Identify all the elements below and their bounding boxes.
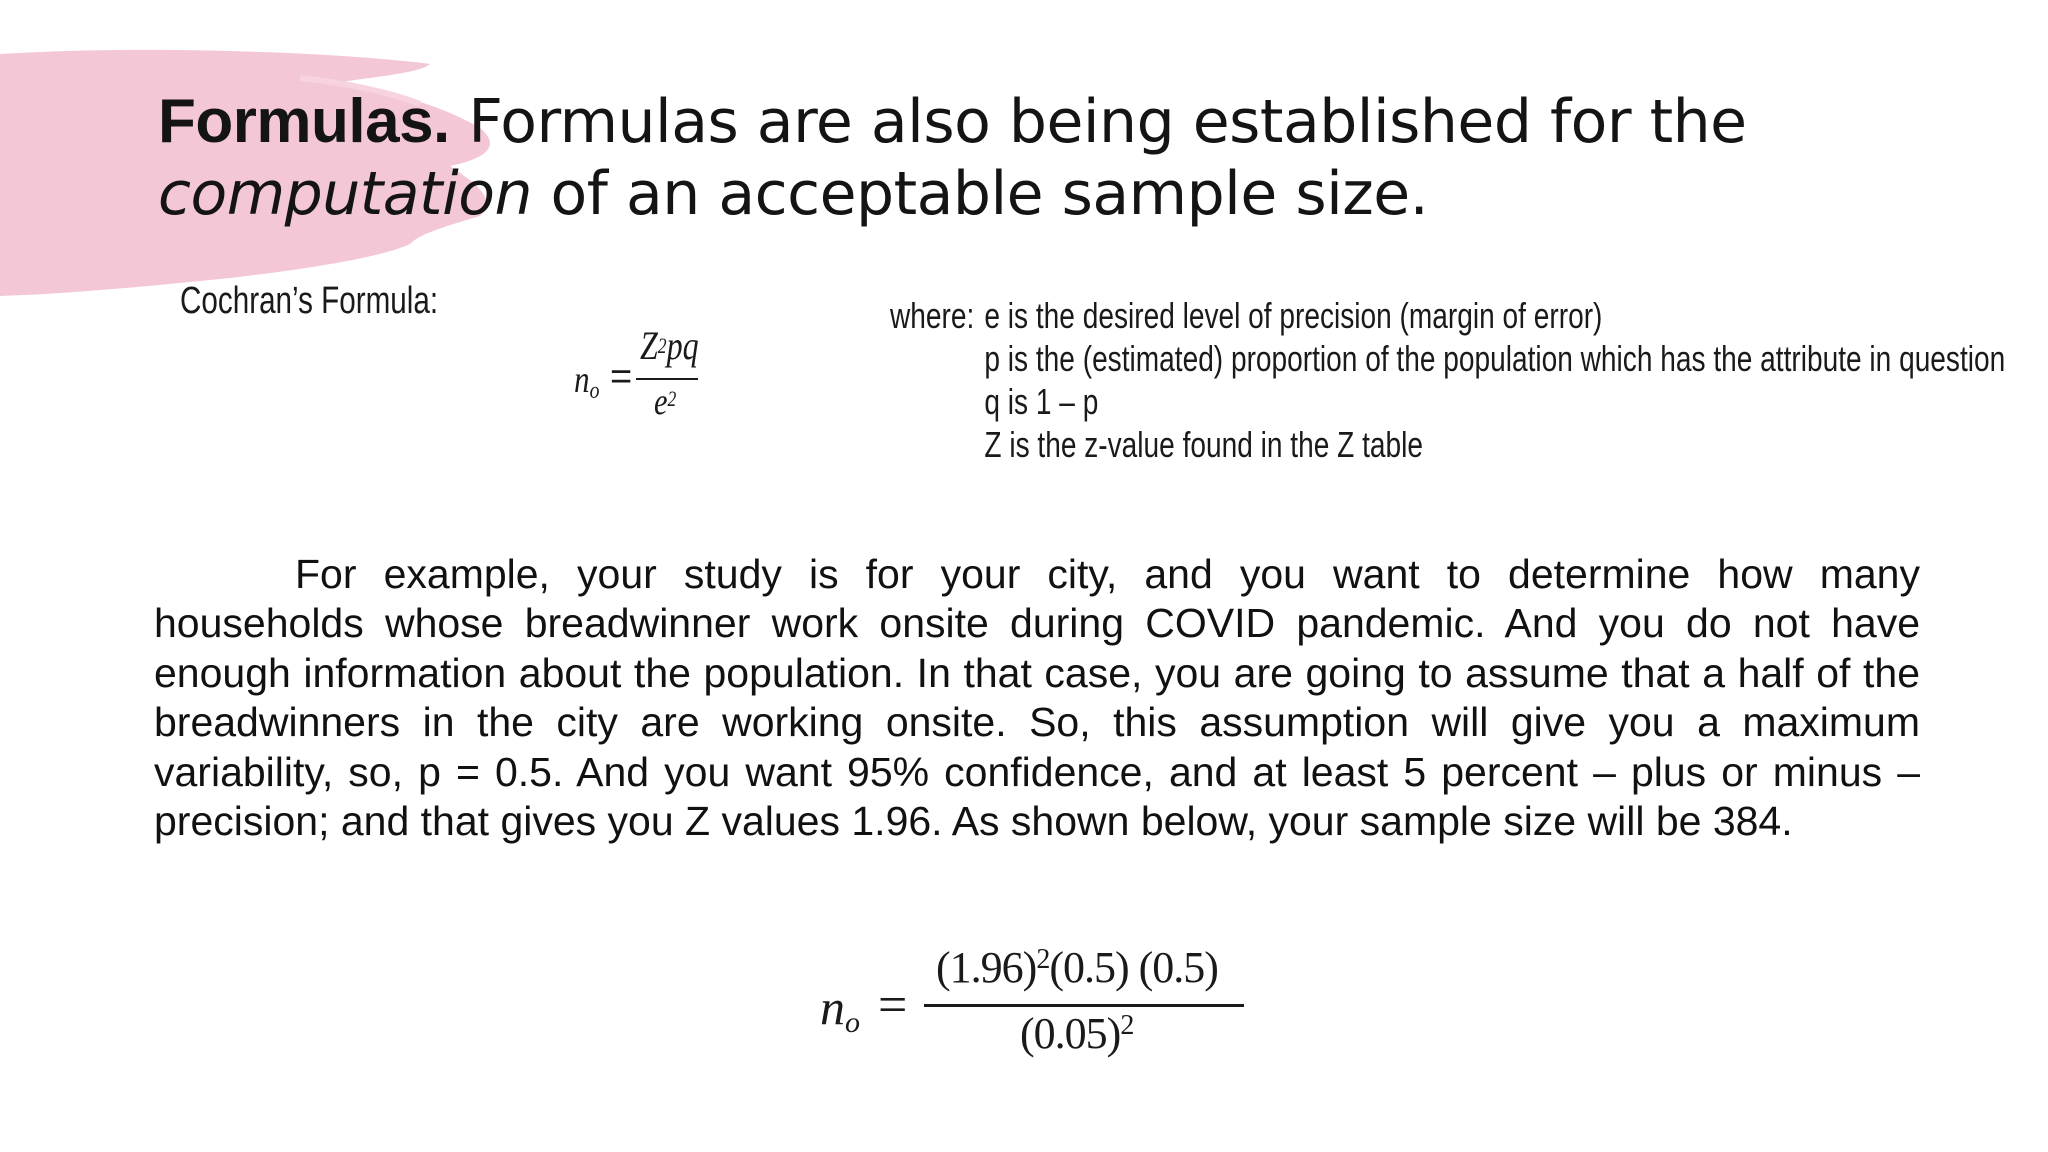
- definition-p: p is the (estimated) proportion of the population which has the attribute in question: [984, 338, 2006, 379]
- calc-numerator: $(1.96)^2(0.5)$ (0.5): [936, 943, 1218, 992]
- sample-size-calculation: [820, 938, 1260, 1068]
- title-text-part-2: of an acceptable sample size.: [531, 159, 1429, 229]
- calc-fraction-bar: [924, 1004, 1244, 1007]
- formula-lhs: $n_o$: [574, 359, 600, 404]
- formula-equals-sign: =: [610, 356, 633, 398]
- example-paragraph: For example, your study is for your city, and you want to determine how many households whose breadwinner work onsite during COVID pandemic. And you do not have enough information about the population. In that case, you are going to assume that a half of the breadwinners in the city are working onsite. So, this assumption will give you a maximum variability, so, p = 0.5. And you want 95% confidence, and at least 5 percent – plus or minus – precision; and that gives you Z values 1.96. As shown below, your sample size will be 384.: [154, 551, 1920, 845]
- formula-denominator: $e^2$: [654, 381, 677, 423]
- title-bold-term: Formulas.: [158, 87, 450, 156]
- title-text-part-1: Formulas are also being established for the: [449, 87, 1747, 157]
- title-italic-word: computation: [158, 159, 532, 229]
- definition-q: q is 1 – p: [984, 381, 1099, 422]
- definition-row: [890, 380, 2005, 423]
- slide-title: [158, 86, 1978, 230]
- definition-row: [890, 423, 2005, 466]
- definition-z: Z is the z-value found in the Z table: [984, 424, 1423, 465]
- calc-lhs: $n_o$: [820, 979, 860, 1039]
- variable-definitions: [890, 294, 2005, 466]
- definition-row: [890, 337, 2005, 380]
- definition-row: [890, 294, 2005, 337]
- cochran-formula-label: Cochran’s Formula:: [180, 280, 439, 322]
- calc-equals-sign: =: [878, 977, 908, 1034]
- calc-denominator: $(0.05)^2$: [1020, 1009, 1134, 1058]
- formula-numerator: $Z^2pq$: [640, 323, 699, 368]
- where-label: where:: [890, 295, 975, 336]
- definition-e: e is the desired level of precision (margin of error): [984, 295, 1603, 336]
- cochran-formula: [574, 322, 710, 432]
